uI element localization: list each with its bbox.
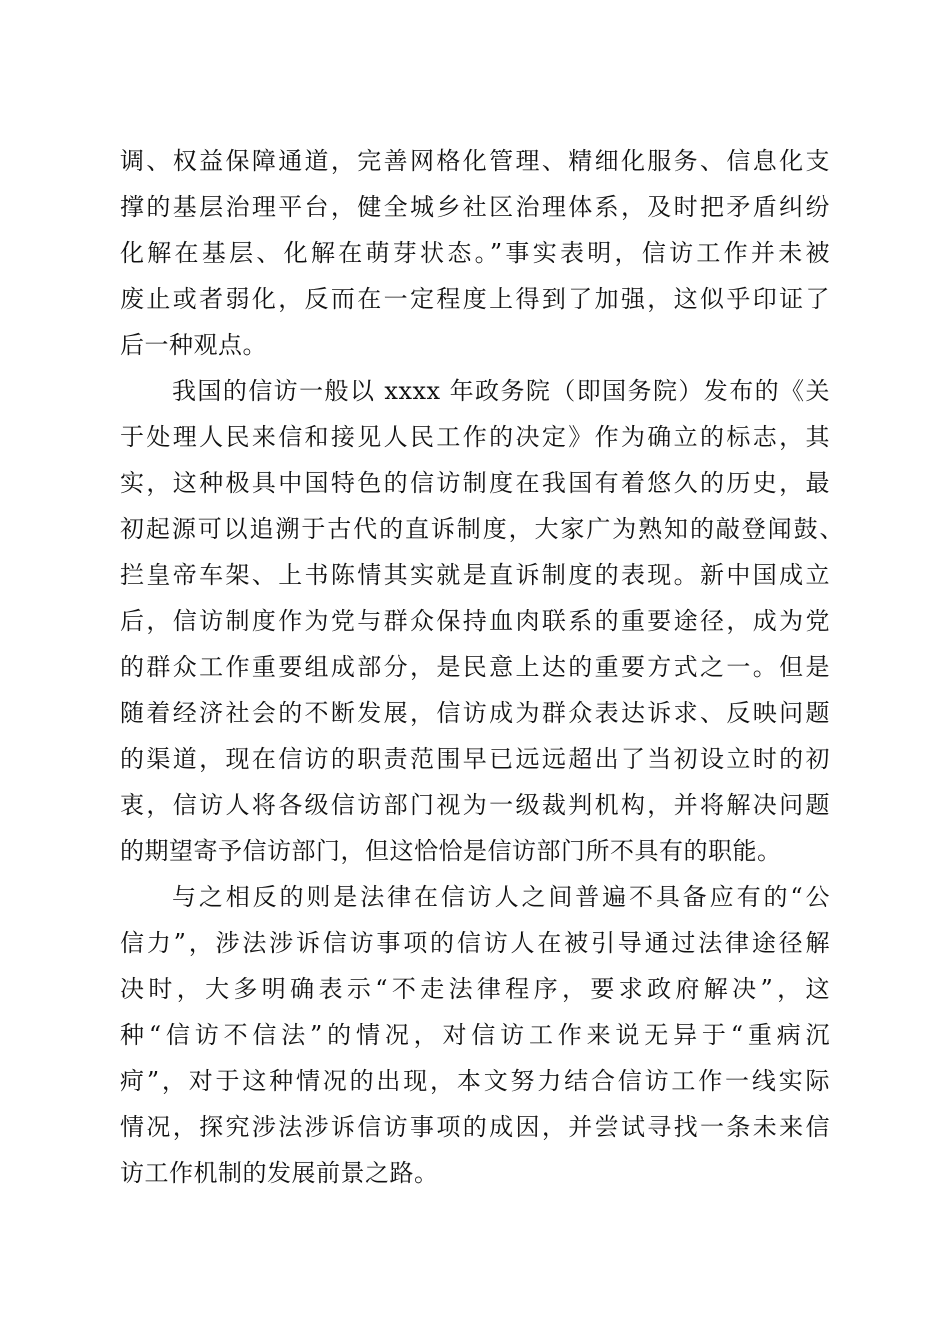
- paragraph-2-line-11: 的期望寄予信访部门，但这恰恰是信访部门所不具有的职能。: [120, 837, 782, 865]
- paragraph-2-line-8: 随着经济社会的不断发展，信访成为群众表达诉求、反映问题: [120, 699, 830, 727]
- paragraph-2-line-5: 拦皇帝车架、上书陈情其实就是直诉制度的表现。新中国成立: [120, 561, 830, 589]
- paragraph-1-line-2: 撑的基层治理平台，健全城乡社区治理体系，及时把矛盾纠纷: [120, 193, 830, 221]
- paragraph-3-line-3: 决时，大多明确表示“不走法律程序，要求政府解决”，这: [120, 975, 830, 1003]
- paragraph-3-line-5: 疴”，对于这种情况的出现，本文努力结合信访工作一线实际: [120, 1067, 830, 1095]
- paragraph-2-line-10: 衷，信访人将各级信访部门视为一级裁判机构，并将解决问题: [120, 791, 830, 819]
- paragraph-2-line-4: 初起源可以追溯于古代的直诉制度，大家广为熟知的敲登闻鼓、: [120, 515, 844, 543]
- paragraph-3-line-4: 种“信访不信法”的情况，对信访工作来说无异于“重病沉: [120, 1021, 830, 1049]
- paragraph-2-line-7: 的群众工作重要组成部分，是民意上达的重要方式之一。但是: [120, 653, 830, 681]
- paragraph-2-line-9: 的渠道，现在信访的职责范围早已远远超出了当初设立时的初: [120, 745, 830, 773]
- paragraph-2-line-2: 于处理人民来信和接见人民工作的决定》作为确立的标志，其: [120, 423, 830, 451]
- paragraph-2-line-6: 后，信访制度作为党与群众保持血肉联系的重要途径，成为党: [120, 607, 830, 635]
- paragraph-3-line-2: 信力”，涉法涉诉信访事项的信访人在被引导通过法律途径解: [120, 929, 830, 957]
- paragraph-1-line-4: 废止或者弱化，反而在一定程度上得到了加强，这似乎印证了: [120, 285, 830, 313]
- paragraph-3-line-6: 情况，探究涉法涉诉信访事项的成因，并尝试寻找一条未来信: [120, 1113, 830, 1141]
- paragraph-2-line-3: 实，这种极具中国特色的信访制度在我国有着悠久的历史，最: [120, 469, 830, 497]
- paragraph-1-line-5: 后一种观点。: [120, 331, 267, 359]
- paragraph-1-line-1: 调、权益保障通道，完善网格化管理、精细化服务、信息化支: [120, 147, 830, 175]
- paragraph-3-line-7: 访工作机制的发展前景之路。: [120, 1159, 439, 1187]
- paragraph-1-line-3: 化解在基层、化解在萌芽状态。”事实表明，信访工作并未被: [120, 239, 830, 267]
- paragraph-2-line-1: 我国的信访一般以 xxxx 年政务院（即国务院）发布的《关: [172, 377, 830, 405]
- paragraph-3-line-1: 与之相反的则是法律在信访人之间普遍不具备应有的“公: [172, 883, 830, 911]
